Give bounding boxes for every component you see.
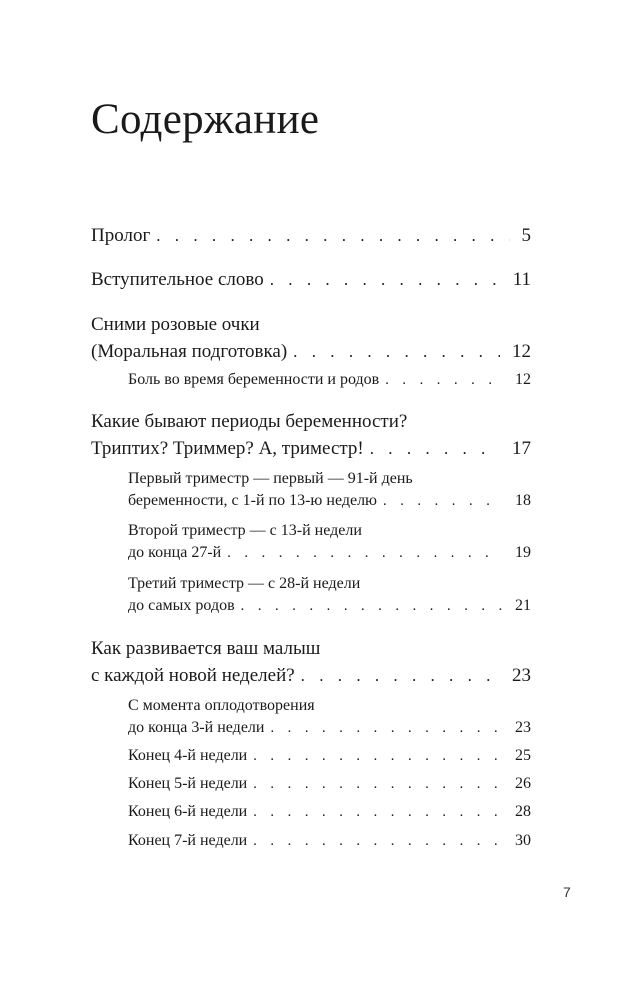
toc-entry-title: Конец 4-й недели xyxy=(128,747,248,764)
toc-entry-page: 25 xyxy=(515,747,531,764)
leader-dots xyxy=(293,342,500,362)
toc-entry-title: с каждой новой неделей? xyxy=(91,665,295,686)
toc-entry-title-line: Как развивается ваш малыш xyxy=(91,638,321,659)
toc-entry-page: 21 xyxy=(515,597,531,614)
toc-entry-week-7[interactable] xyxy=(128,832,531,850)
toc-entry-title-line: Первый триместр — первый — 91-й день xyxy=(128,470,413,487)
toc-entry-moral-prep[interactable] xyxy=(91,314,531,363)
page-number: 7 xyxy=(563,884,571,900)
toc-entry-week-4[interactable] xyxy=(128,747,531,765)
toc-entry-page: 12 xyxy=(515,371,531,388)
toc-entry-title-line: Второй триместр — с 13-й недели xyxy=(128,522,362,539)
leader-dots xyxy=(253,804,503,821)
toc-entry-title: Триптих? Триммер? А, триместр! xyxy=(91,438,364,459)
leader-dots xyxy=(253,748,503,765)
toc-entry-baby-development[interactable] xyxy=(91,638,531,687)
leader-dots xyxy=(385,372,503,389)
toc-entry-title: (Моральная подготовка) xyxy=(91,341,288,362)
toc-entry-third-trimester[interactable] xyxy=(128,575,531,615)
leader-dots xyxy=(241,598,503,615)
toc-entry-title: Пролог xyxy=(91,225,151,246)
toc-entry-title: Боль во время беременности и родов xyxy=(128,371,380,388)
leader-dots xyxy=(270,270,501,290)
toc-entry-intro[interactable] xyxy=(91,269,531,291)
toc-entry-page: 5 xyxy=(521,225,531,246)
toc-entry-title-line: Какие бывают периоды беременности? xyxy=(91,411,408,432)
toc-entry-prologue[interactable] xyxy=(91,225,531,247)
toc-entry-title: Конец 5-й недели xyxy=(128,775,248,792)
toc-entry-title-line: С момента оплодотворения xyxy=(128,697,315,714)
toc-entry-title: до конца 3-й недели xyxy=(128,719,265,736)
leader-dots xyxy=(253,833,503,850)
leader-dots xyxy=(156,226,509,246)
toc-entry-pain[interactable] xyxy=(128,371,531,389)
toc-entry-title: до конца 27-й xyxy=(128,544,222,561)
toc-entry-page: 18 xyxy=(515,492,531,509)
toc-entry-title: Конец 7-й недели xyxy=(128,832,248,849)
leader-dots xyxy=(370,439,500,459)
toc-entry-week-5[interactable] xyxy=(128,775,531,793)
toc-entry-page: 23 xyxy=(512,665,531,686)
toc-entry-title-line: Сними розовые очки xyxy=(91,314,260,335)
leader-dots xyxy=(270,720,503,737)
toc-entry-title-line: Третий триместр — с 28-й недели xyxy=(128,575,361,592)
toc-entry-page: 17 xyxy=(512,438,531,459)
leader-dots xyxy=(253,776,503,793)
toc-entry-page: 12 xyxy=(512,341,531,362)
toc-entry-week-6[interactable] xyxy=(128,803,531,821)
toc-entry-title: беременности, с 1-й по 13-ю неделю xyxy=(128,492,378,509)
toc-entry-page: 11 xyxy=(512,269,531,290)
toc-entry-second-trimester[interactable] xyxy=(128,522,531,562)
toc-entry-title: Вступительное слово xyxy=(91,269,264,290)
toc-entry-week-3[interactable] xyxy=(128,697,531,737)
leader-dots xyxy=(301,666,500,686)
toc-entry-page: 23 xyxy=(515,719,531,736)
toc-entry-title: до самых родов xyxy=(128,597,235,614)
toc-entry-periods[interactable] xyxy=(91,411,531,460)
leader-dots xyxy=(383,493,503,510)
toc-entry-page: 28 xyxy=(515,803,531,820)
toc-entry-title: Конец 6-й недели xyxy=(128,803,248,820)
page-title: Содержание xyxy=(91,96,320,143)
toc-entry-page: 26 xyxy=(515,775,531,792)
toc-entry-page: 30 xyxy=(515,832,531,849)
toc-entry-page: 19 xyxy=(515,544,531,561)
toc-entry-first-trimester[interactable] xyxy=(128,470,531,510)
leader-dots xyxy=(227,545,503,562)
